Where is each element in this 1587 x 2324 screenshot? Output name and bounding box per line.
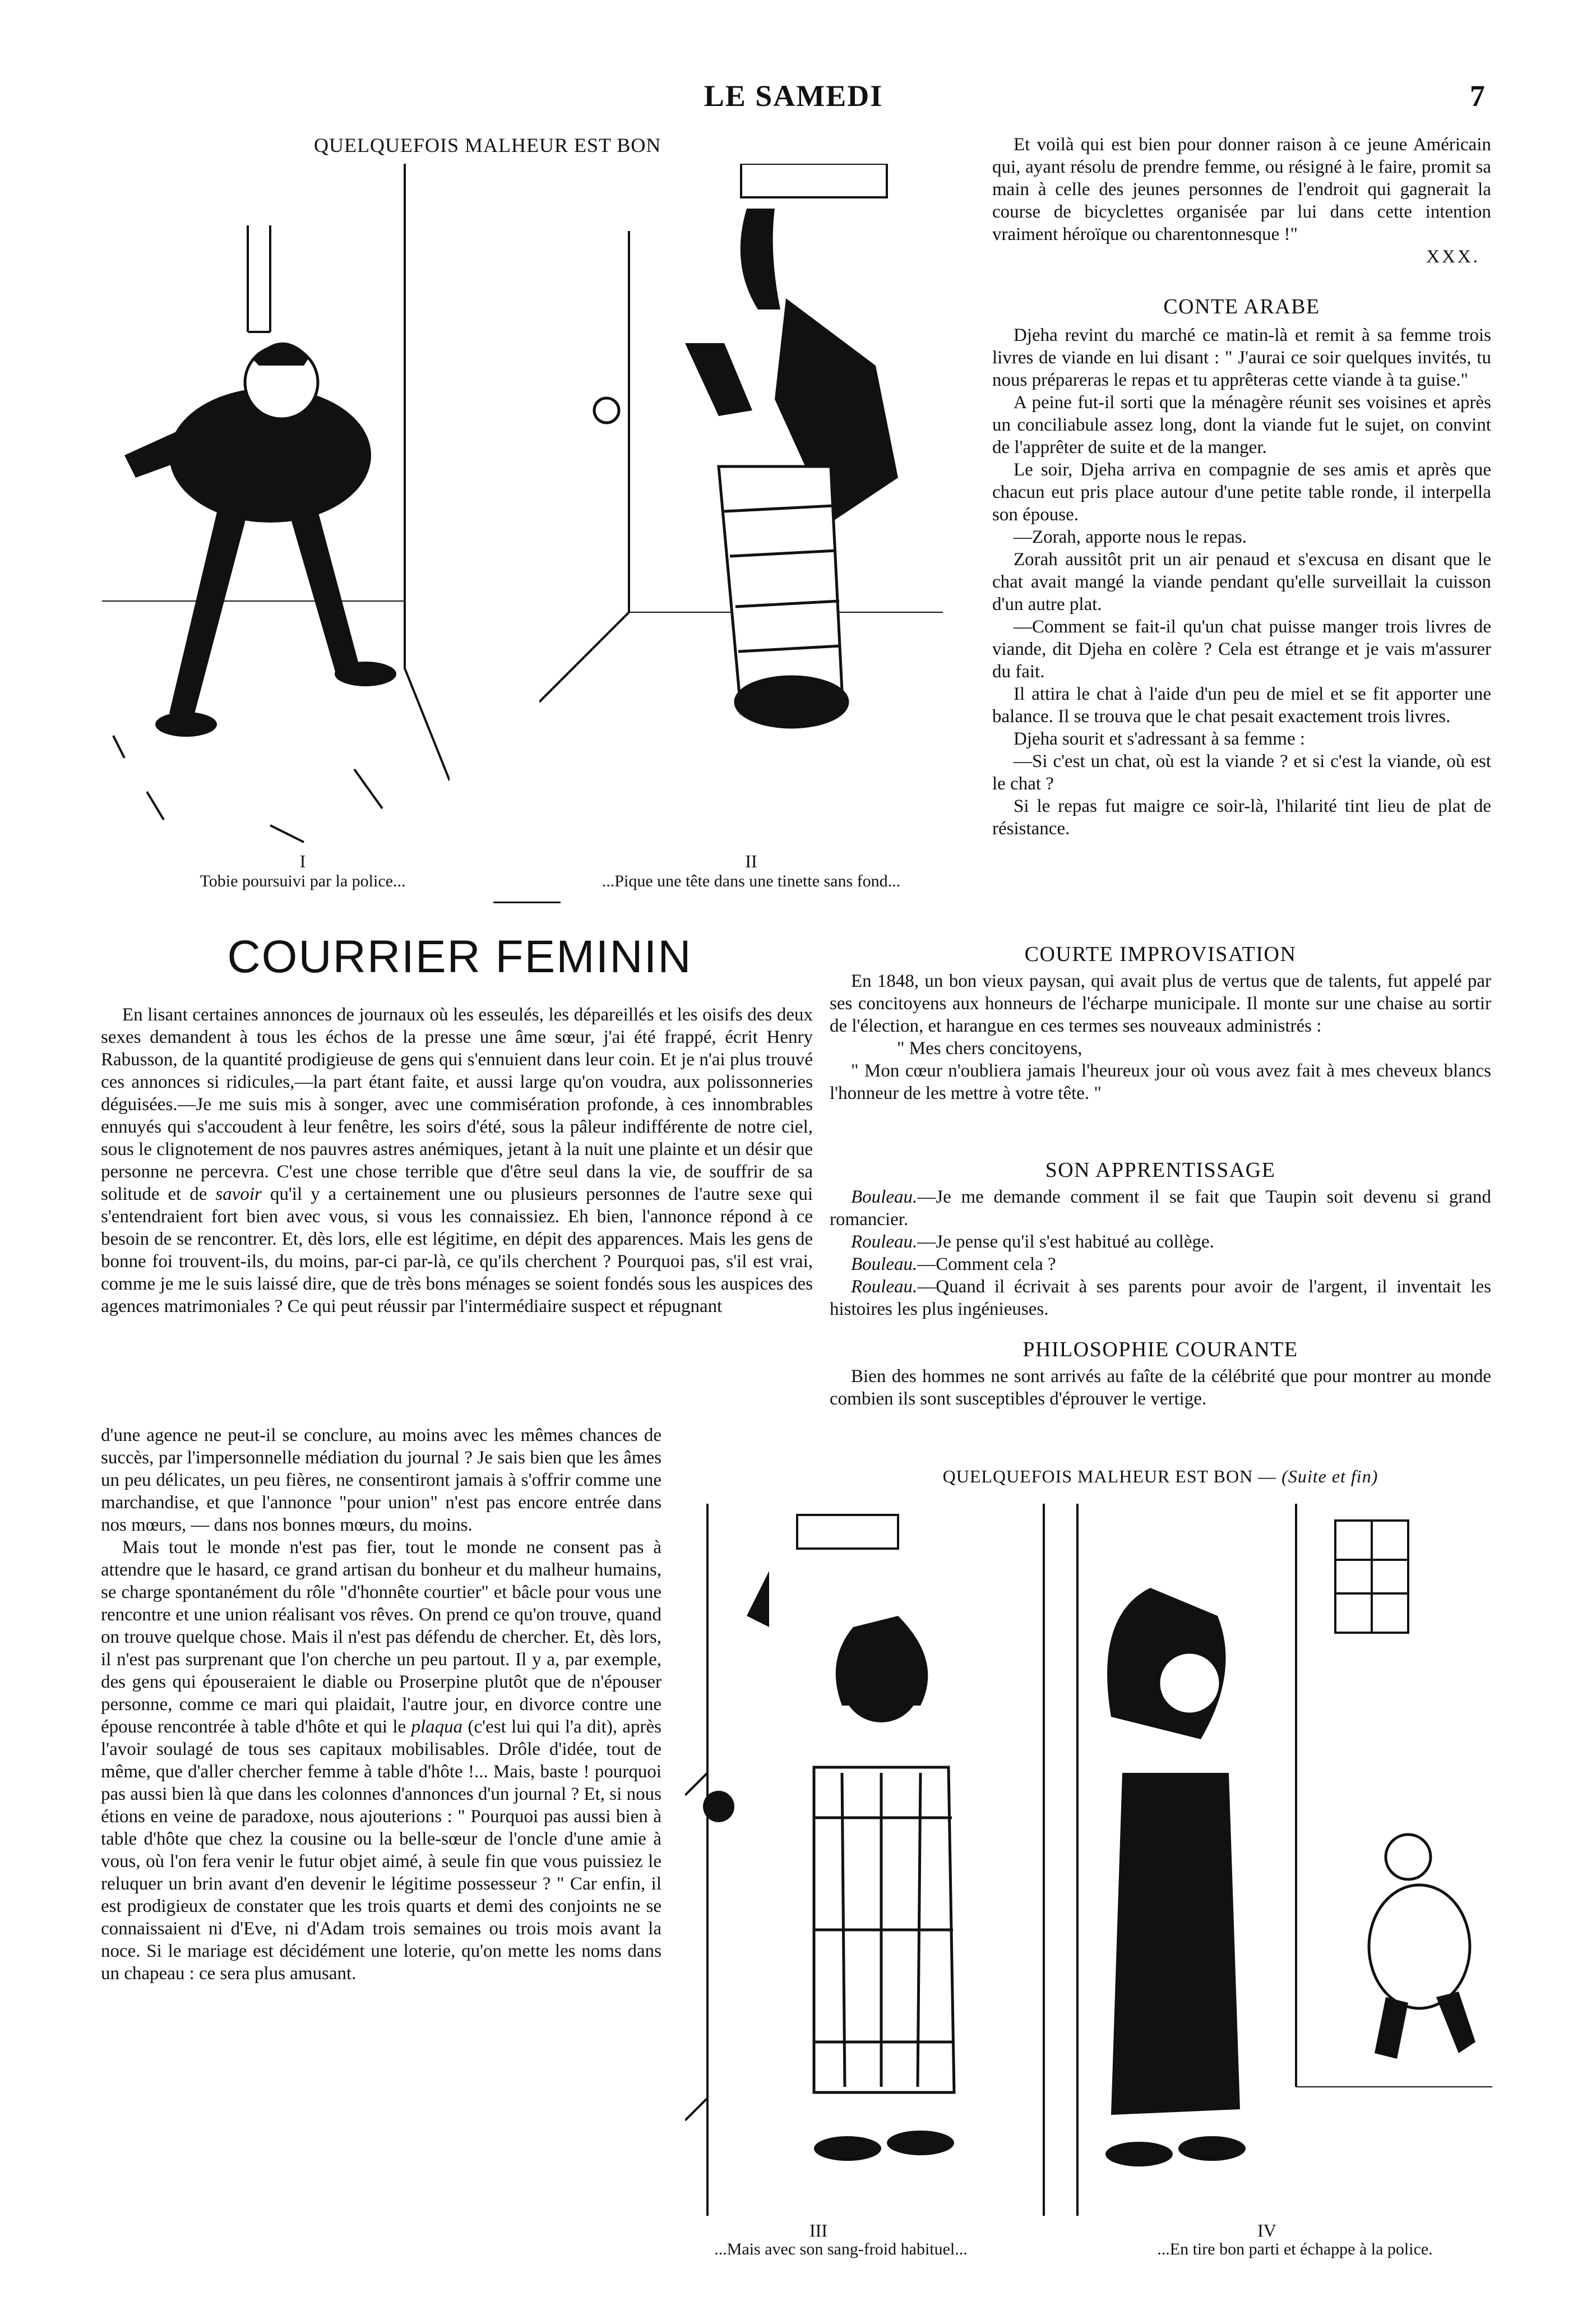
comic-bottom-title [830,1466,1491,1487]
improvisation-body [830,970,1491,1105]
philosophie-body [830,1365,1491,1410]
conte-paragraph: Zorah aussitôt prit un air penaud et s'excusa en disant que le chat avait mangé la viande pendant qu'elle surveillait la cuisson d'un autre plat. [992,549,1491,615]
courrier-paragraph-1 [101,1004,813,1318]
philosophie-paragraph: Bien des hommes ne sont arrivés au faîte de la célébrité que pour montrer au monde combien ils sont susceptibles d'éprouver le vertige. [830,1366,1491,1409]
panel-2-caption: ...Pique une tête dans une tinette sans fond... [602,872,901,890]
conte-paragraph: Si le repas fut maigre ce soir-là, l'hilarité tint lieu de plat de résistance. [992,796,1491,839]
improvisation-paragraph: En 1848, un bon vieux paysan, qui avait plus de vertus que de talents, fut appelé par ses concitoyens aux honneurs de l'écharpe municipale. Il monte sur une chaise au sortir de l'élection, et harangue en ces termes ses nouveaux administrés : [830,971,1491,1036]
conte-paragraph: Le soir, Djeha arriva en compagnie de ses amis et après que chacun eut pris place autour d'une petite table ronde, il interpella son épouse. [992,460,1491,525]
apprentissage-heading: SON APPRENTISSAGE [1045,1158,1276,1182]
dialogue-line [830,1253,1491,1276]
conte-paragraph: —Zorah, apporte nous le repas. [1014,527,1247,547]
comic-panel-3-illustration [684,1503,1067,2217]
courrier-text: (c'est lui qui l'a dit), après l'avoir soulagé de tous ses capitaux mobilisables. Drôle d'idée, tout de même, que d'aller chercher femme à table d'hôte !... Mais, baste ! pourquoi pas aussi bien là que dans les colonnes d'annonces d'un journal ? Et, si nous étions en veine de paradoxe, nous ajouterions : " Pourquoi pas aussi bien à table d'hôte que chez la cousine ou la belle-sœur de l'oncle d'une amie à vous, où l'on fera venir le futur objet aimé, à seule fin que vous puissiez le reluquer un brin avant d'en devenir le légitime possesseur ? " Car enfin, il est prodigieux de constater que les trois quarts et demi des conjoints ne se connaissaient ni d'Eve, ni d'Adam trois semaines ou trois mois avant la noce. Si le mariage est décidément une loterie, qu'on mette les noms dans un chapeau : ce sera plus amusant. [101,1717,662,1984]
dialogue-line [830,1231,1491,1253]
intro-paragraph: Et voilà qui est bien pour donner raison à ce jeune Américain qui, ayant résolu de prendre femme, ou résigné à le faire, promit sa main à celle des jeunes personnes de l'endroit qui gagnerait la course de bicyclettes organisée par lui dans cette intention vraiment héroïque ou charentonnesque !" [992,135,1491,244]
man-escaping-in-disguise-drawing [1072,1504,1492,2216]
panel-1-caption: Tobie poursuivi par la police... [200,872,406,890]
speaker-name: Bouleau. [851,1187,918,1207]
courrier-feminin-title: COURRIER FEMININ [227,931,692,982]
conte-paragraph: —Si c'est un chat, où est la viande ? et si c'est la viande, où est le chat ? [992,751,1491,794]
conte-arabe-heading: CONTE ARABE [1163,295,1320,318]
improvisation-quote-1: " Mes chers concitoyens, [897,1038,1082,1059]
panel-4-numeral: IV [1257,2220,1276,2240]
running-man-drawing [102,164,450,848]
man-in-barrel-with-bonnet-drawing [685,1504,1066,2216]
page-header-title: LE SAMEDI [704,79,883,113]
conte-paragraph: Djeha sourit et s'adressant à sa femme : [1014,729,1306,749]
comic-panel-1-illustration [101,163,451,849]
improvisation-quote-2: " Mon cœur n'oubliera jamais l'heureux jour où vous avez fait à mes cheveux blancs l'honneur de les mettre à votre tête. " [830,1061,1491,1103]
apprentissage-body [830,1186,1491,1320]
conte-paragraph: —Comment se fait-il qu'un chat puisse manger trois livres de viande, dit Djeha en colère ? Cela est étrange et je vais m'assurer du fait. [992,617,1491,682]
courrier-body-wide [101,1004,813,1318]
courrier-italic-word: savoir [215,1184,262,1204]
comic-bottom-title-text: QUELQUEFOIS MALHEUR EST BON — [942,1466,1277,1486]
conte-arabe-body [992,324,1491,840]
dialogue-text: —Je pense qu'il s'est habitué au collège. [917,1232,1214,1252]
conte-paragraph: Il attira le chat à l'aide d'un peu de miel et se fit apporter une balance. Il se trouva que le chat pesait exactement trois livres. [992,684,1491,727]
comic-panel-4-illustration [1071,1503,1493,2217]
dialogue-text: —Quand il écrivait à ses parents pour avoir de l'argent, il inventait les histoires les plus ingénieuses. [830,1277,1491,1319]
panel-2-numeral: II [745,851,757,871]
panel-3-caption: ...Mais avec son sang-froid habituel... [714,2240,968,2258]
section-divider-rule [493,902,561,903]
dialogue-line [830,1276,1491,1320]
speaker-name: Rouleau. [851,1277,918,1297]
courrier-paragraph-1-cont: d'une agence ne peut-il se conclure, au moins avec les mêmes chances de succès, par l'impersonnelle médiation du journal ? Je sais bien que les âmes un peu délicates, un peu fières, ne consentiront jamais à s'offrir comme une marchandise, et que l'annonce "pour union" n'est pas encore entrée dans nos mœurs, — dans nos bonnes mœurs, du moins. [101,1425,661,1535]
courrier-text: qu'il y a certainement une ou plusieurs personnes de l'autre sexe qui s'entendraient fort bien avec vous, si vous les connaissiez. Eh bien, l'annonce répond à ce besoin de se rencontrer. Et, dès lors, elle est légitime, en dépit des apparences. Mais les gens de bonne foi trouvent-ils, du moins, par-ci par-là, ce qu'ils cherchent ? Pourquoi pas, s'il est vrai, comme je me le suis laissé dire, que de très bons ménages se soient fondés sous les auspices des agences matrimoniales ? Ce qui peut réussir par l'intermédiaire suspect et répugnant [101,1184,813,1316]
panel-1-numeral: I [299,851,306,871]
comic-bottom-title-suffix: (Suite et fin) [1281,1466,1378,1486]
right-column-intro [992,133,1491,268]
courrier-text: En lisant certaines annonces de journaux où les esseulés, les dépareillés et les oisifs des deux sexes demandent à tous les échos de la presse une âme sœur, j'ai été frappé, écrit Henry Rabusson, de la quantité prodigieuse de gens qui s'ennuient dans leur coin. Et je n'ai plus trouvé ces annonces si ridicules,—la part étant faite, et aussi large qu'on voudra, aux polissonneries déguisées.—Je me suis mis à songer, avec une commisération profonde, à ces innombrables ennuyés qui s'accoudent à leur fenêtre, les soirs d'été, sous la pâleur indifférente de notre ciel, sous le clignotement de nos pauvres astres anémiques, jetant à la nuit une plainte et un désir que personne ne percevra. C'est une chose terrible que d'être seul dans la vie, de souffrir de sa solitude et de [101,1005,813,1204]
courrier-paragraph-2 [101,1536,661,1985]
speaker-name: Bouleau. [851,1254,918,1274]
courrier-body-narrow [101,1424,661,1985]
page-number: 7 [1470,79,1486,113]
man-diving-into-barrel-drawing [539,164,943,848]
panel-4-caption: ...En tire bon parti et échappe à la police. [1157,2240,1433,2258]
comic-panel-2-illustration [538,163,944,849]
panel-3-numeral: III [809,2220,827,2240]
philosophie-heading: PHILOSOPHIE COURANTE [1022,1338,1298,1361]
courrier-italic-word: plaqua [411,1717,463,1737]
courrier-text: Mais tout le monde n'est pas fier, tout le monde ne consent pas à attendre que le hasard, ce grand artisan du bonheur et du malheur humains, se charge spontanément du rôle "d'honnête courtier" et bâcle pour vous une rencontre et une union réalisant vos rêves. On prend ce qu'on trouve, quand on trouve quelque chose. Mais il n'est pas défendu de chercher. Et, dès lors, il n'est pas surprenant que l'on cherche un peu partout. Il y a, par exemple, des gens qui épouseraient le diable ou Proserpine plutôt que de n'épouser personne, comme ce mari qui plaidait, l'autre jour, en divorce contre une épouse rencontrée à table d'hôte et qui le [101,1537,661,1737]
conte-paragraph: Djeha revint du marché ce matin-là et remit à sa femme trois livres de viande en lui disant : " J'aurai ce soir quelques invités, tu nous prépareras le repas et tu apprêteras cette viande à ta guise." [992,325,1491,390]
intro-signature: XXX. [1426,247,1480,267]
dialogue-text: —Je me demande comment il se fait que Taupin soit devenu si grand romancier. [830,1187,1491,1230]
comic-top-title: QUELQUEFOIS MALHEUR EST BON [314,134,661,156]
conte-paragraph: A peine fut-il sorti que la ménagère réunit ses voisines et après un conciliabule assez long, dont la viande fut le sujet, on convint de l'apprêter de suite et de la manger. [992,392,1491,458]
dialogue-text: —Comment cela ? [917,1254,1056,1274]
improvisation-heading: COURTE IMPROVISATION [1024,942,1297,966]
dialogue-line [830,1186,1491,1231]
speaker-name: Rouleau. [851,1232,918,1252]
